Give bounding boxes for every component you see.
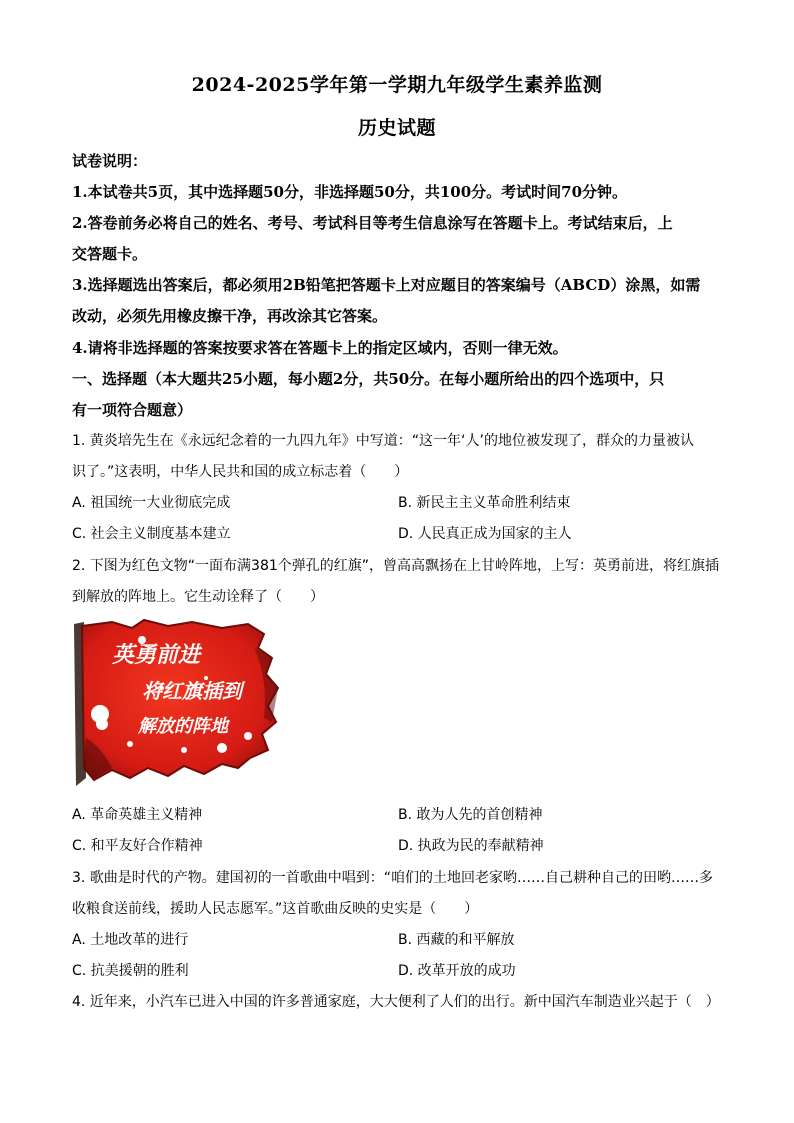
flag-text-line-2: 将红旗插到 bbox=[142, 679, 242, 703]
exam-title: 2024-2025学年第一学期九年级学生素养监测 bbox=[191, 74, 603, 96]
option-c: C. 和平友好合作精神 bbox=[72, 838, 203, 854]
red-flag-image bbox=[72, 618, 284, 788]
subject-title: 历史试题 bbox=[357, 117, 436, 139]
option-b: B. 敢为人先的首创精神 bbox=[398, 807, 543, 823]
section-heading: 一、选择题（本大题共25小题，每小题2分，共50分。在每小题所给出的四个选项中，只 bbox=[72, 370, 665, 388]
option-a: A. 祖国统一大业彻底完成 bbox=[72, 495, 231, 511]
instruction-line: 交答题卡。 bbox=[72, 245, 148, 263]
question-stem: 1. 黄炎培先生在《永远纪念着的一九四九年》中写道：“这一年‘人’的地位被发现了，群众的力量被认 bbox=[72, 433, 694, 449]
question-stem: 到解放的阵地上。它生动诠释了（ ） bbox=[72, 589, 324, 605]
instruction-line: 1.本试卷共5页，其中选择题50分，非选择题50分，共100分。考试时间70分钟。 bbox=[72, 183, 628, 201]
section-heading-cont: 有一项符合题意） bbox=[72, 401, 193, 419]
question-stem: 4. 近年来，小汽车已进入中国的许多普通家庭，大大便利了人们的出行。新中国汽车制造业兴起于（ ） bbox=[72, 994, 720, 1010]
flag-text-line-3: 解放的阵地 bbox=[138, 716, 228, 737]
option-c: C. 抗美援朝的胜利 bbox=[72, 963, 189, 979]
flag-text-line-1: 英勇前进 bbox=[112, 643, 201, 668]
option-d: D. 改革开放的成功 bbox=[398, 963, 516, 979]
instruction-line: 2.答卷前务必将自己的姓名、考号、考试科目等考生信息涂写在答题卡上。考试结束后，上 bbox=[72, 214, 673, 232]
bullet-riddled-red-flag-icon bbox=[72, 618, 284, 788]
instruction-line: 改动，必须先用橡皮擦干净，再改涂其它答案。 bbox=[72, 307, 388, 325]
instruction-line: 4.请将非选择题的答案按要求答在答题卡上的指定区域内，否则一律无效。 bbox=[72, 339, 568, 357]
instruction-line: 3.选择题选出答案后，都必须用2B铅笔把答题卡上对应题目的答案编号（ABCD）涂黑，如需 bbox=[72, 276, 701, 294]
question-stem: 2. 下图为红色文物“一面布满381个弹孔的红旗”，曾高高飘扬在上甘岭阵地，上写：英勇前进，将红旗插 bbox=[72, 558, 720, 574]
question-stem: 3. 歌曲是时代的产物。建国初的一首歌曲中唱到：“咱们的土地回老家哟……自己耕种自己的田哟……多 bbox=[72, 870, 714, 886]
option-d: D. 人民真正成为国家的主人 bbox=[398, 526, 572, 542]
option-d: D. 执政为民的奉献精神 bbox=[398, 838, 544, 854]
option-b: B. 新民主主义革命胜利结束 bbox=[398, 495, 571, 511]
option-b: B. 西藏的和平解放 bbox=[398, 932, 515, 948]
question-stem: 收粮食送前线，援助人民志愿军。”这首歌曲反映的史实是（ ） bbox=[72, 901, 479, 917]
option-c: C. 社会主义制度基本建立 bbox=[72, 526, 231, 542]
option-a: A. 土地改革的进行 bbox=[72, 932, 189, 948]
option-a: A. 革命英雄主义精神 bbox=[72, 807, 203, 823]
question-stem: 识了。”这表明，中华人民共和国的成立标志着（ ） bbox=[72, 464, 409, 480]
instructions-heading: 试卷说明： bbox=[72, 152, 148, 170]
